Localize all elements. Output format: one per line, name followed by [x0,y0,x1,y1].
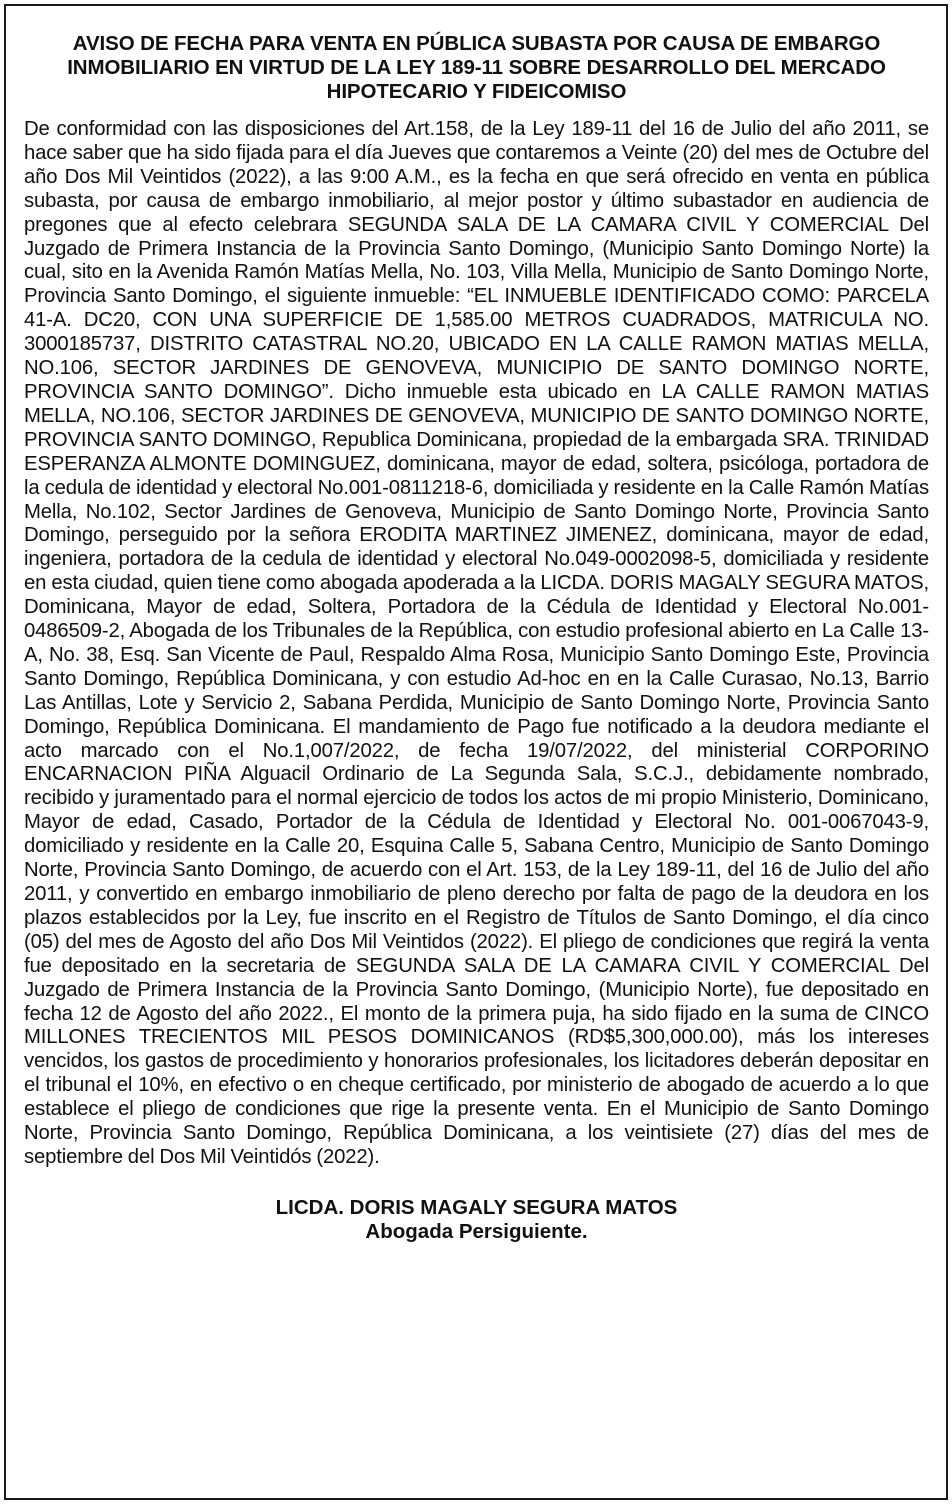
signature-role: Abogada Persiguiente. [365,1219,588,1243]
notice-title: AVISO DE FECHA PARA VENTA EN PÚBLICA SUBASTA POR CAUSA DE EMBARGO INMOBILIARIO EN VIRTUD DE LA LEY 189-11 SOBRE DESARROLLO DEL MERCADO HIPOTECARIO Y FIDEICOMISO [67,32,886,103]
signature-name: LICDA. DORIS MAGALY SEGURA MATOS [275,1195,678,1219]
legal-notice [4,4,948,1500]
notice-body: De conformidad con las disposiciones del Art.158, de la Ley 189-11 del 16 de Julio del año 2011, se hace saber que ha sido fijada para el día Jueves que contaremos a Veinte (20) del mes de Octubre del año Dos Mil Veintidos (2022), a las 9:00 A.M., es la fecha en que será ofrecido en venta en pública subasta, por causa de embargo inmobiliario, al mejor postor y último subastador en audiencia de pregones que al efecto celebrara SEGUNDA SALA DE LA CAMARA CIVIL Y COMERCIAL Del Juzgado de Primera Instancia de la Provincia Santo Domingo, (Municipio Santo Domingo Norte) la cual, sito en la Avenida Ramón Matías Mella, No. 103, Villa Mella, Municipio de Santo Domingo Norte, Provincia Santo Domingo, el siguiente inmueble: “EL INMUEBLE IDENTIFICADO COMO: PARCELA 41-A. DC20, CON UNA SUPERFICIE DE 1,585.00 METROS CUADRADOS, MATRICULA NO. 3000185737, DISTRITO CATASTRAL NO.20, UBICADO EN LA CALLE RAMON MATIAS MELLA, NO.106, SECTOR JARDINES DE GENOVEVA, MUNICIPIO DE SANTO DOMINGO NORTE, PROVINCIA SANTO DOMINGO”. Dicho inmueble esta ubicado en LA CALLE RAMON MATIAS MELLA, NO.106, SECTOR JARDINES DE GENOVEVA, MUNICIPIO DE SANTO DOMINGO NORTE, PROVINCIA SANTO DOMINGO, Republica Dominicana, propiedad de la embargada SRA. TRINIDAD ESPERANZA ALMONTE DOMINGUEZ, dominicana, mayor de edad, soltera, psicóloga, portadora de la cedula de identidad y electoral No.001-0811218-6, domiciliada y residente en la Calle Ramón Matías Mella, No.102, Sector Jardines de Genoveva, Municipio de Santo Domingo Norte, Provincia Santo Domingo, perseguido por la señora ERODITA MARTINEZ JIMENEZ, dominicana, mayor de edad, ingeniera, portadora de la cedula de identidad y electoral No.049-0002098-5, domiciliada y residente en esta ciudad, quien tiene como abogada apoderada a la LICDA. DORIS MAGALY SEGURA MATOS, Dominicana, Mayor de edad, Soltera, Portadora de la Cédula de Identidad y Electoral No.001-0486509-2, Abogada de los Tribunales de la República, con estudio profesional abierto en La Calle 13-A, No. 38, Esq. San Vicente de Paul, Respaldo Alma Rosa, Municipio Santo Domingo Este, Provincia Santo Domingo, República Dominicana, y con estudio Ad-hoc en en la Calle Curasao, No.13, Barrio Las Antillas, Lote y Servicio 2, Sabana Perdida, Municipio de Santo Domingo Norte, Provincia Santo Domingo, República Dominicana. El mandamiento de Pago fue notificado a la deudora mediante el acto marcado con el No.1,007/2022, de fecha 19/07/2022, del ministerial CORPORINO ENCARNACION PIÑA Alguacil Ordinario de La Segunda Sala, S.C.J., debidamente nombrado, recibido y juramentado para el normal ejercicio de todos los actos de mi propio Ministerio, Dominicano, Mayor de edad, Casado, Portador de la Cédula de Identidad y Electoral No. 001-0067043-9, domiciliado y residente en la Calle 20, Esquina Calle 5, Sabana Centro, Municipio de Santo Domingo Norte, Provincia Santo Domingo, de acuerdo con el Art. 153, de la Ley 189-11, del 16 de Julio del año 2011, y convertido en embargo inmobiliario de pleno derecho por falta de pago de la deudora en los plazos establecidos por la Ley, fue inscrito en el Registro de Títulos de Santo Domingo, el día cinco (05) del mes de Agosto del año Dos Mil Veintidos (2022). El pliego de condiciones que regirá la venta fue depositado en la secretaria de SEGUNDA SALA DE LA CAMARA CIVIL Y COMERCIAL Del Juzgado de Primera Instancia de la Provincia Santo Domingo, (Municipio Norte), fue depositado en fecha 12 de Agosto del año 2022., El monto de la primera puja, ha sido fijado en la suma de CINCO MILLONES TRECIENTOS MIL PESOS DOMINICANOS (RD$5,300,000.00), más los intereses vencidos, los gastos de procedimiento y honorarios profesionales, los licitadores deberán depositar en el tribunal el 10%, en efectivo o en cheque certificado, por ministerio de abogado de acuerdo a lo que establece el pliego de condiciones que rige la presente venta. En el Municipio de Santo Domingo Norte, Provincia Santo Domingo, República Dominicana, a los veintisiete (27) días del mes de septiembre del Dos Mil Veintidós (2022). [24,118,929,1168]
signature-block [24,1196,929,1244]
